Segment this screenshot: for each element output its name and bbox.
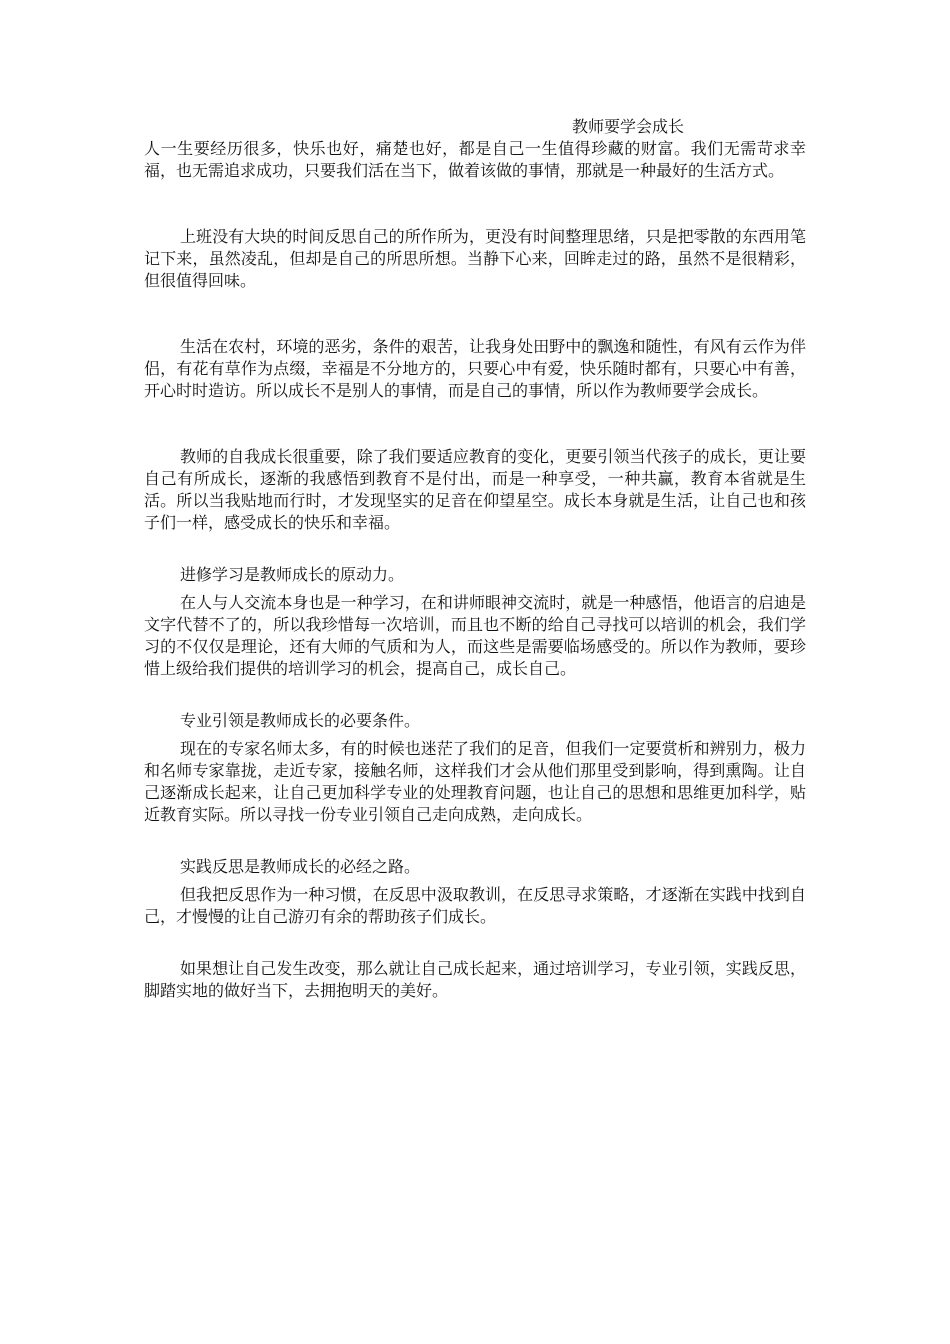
paragraph-expert-guidance: 现在的专家名师太多，有的时候也迷茫了我们的足音，但我们一定要赏析和辨别力，极力和名师专家靠拢，走近专家，接触名师，这样我们才会从他们那里受到影响，得到熏陶。让自己逐渐成长起来，让自己更加科学专业的处理教育问题，也让自己的思想和思维更加科学，贴近教育实际。所以寻找一份专业引领自己走向成熟，走向成长。 bbox=[144, 739, 806, 824]
paragraph-reflection: 但我把反思作为一种习惯，在反思中汲取教训，在反思寻求策略，才逐渐在实践中找到自己，才慢慢的让自己游刃有余的帮助孩子们成长。 bbox=[144, 885, 806, 926]
paragraph-2: 上班没有大块的时间反思自己的所作所为，更没有时间整理思绪，只是把零散的东西用笔记下来，虽然凌乱，但却是自己的所思所想。当静下心来，回眸走过的路，虽然不是很精彩，但很值得回味。 bbox=[144, 227, 806, 290]
document-page bbox=[144, 116, 806, 1002]
paragraph-training: 在人与人交流本身也是一种学习，在和讲师眼神交流时，就是一种感悟，他语言的启迪是文字代替不了的，所以我珍惜每一次培训，而且也不断的给自己寻找可以培训的机会，我们学习的不仅仅是理论，还有大师的气质和为人，而这些是需要临场感受的。所以作为教师，要珍惜上级给我们提供的培训学习的机会，提高自己，成长自己。 bbox=[144, 593, 806, 678]
paragraph-1: 人一生要经历很多，快乐也好，痛楚也好，都是自己一生值得珍藏的财富。我们无需苛求幸福，也无需追求成功，只要我们活在当下，做着该做的事情，那就是一种最好的生活方式。 bbox=[144, 139, 806, 180]
section-heading-reflection: 实践反思是教师成长的必经之路。 bbox=[180, 857, 421, 876]
paragraph-conclusion: 如果想让自己发生改变，那么就让自己成长起来，通过培训学习，专业引领，实践反思，脚踏实地的做好当下，去拥抱明天的美好。 bbox=[144, 959, 806, 1000]
paragraph-3: 生活在农村，环境的恶劣，条件的艰苦，让我身处田野中的飘逸和随性，有风有云作为伴侣，有花有草作为点缀，幸福是不分地方的，只要心中有爱，快乐随时都有，只要心中有善，开心时时造访。所以成长不是别人的事情，而是自己的事情，所以作为教师要学会成长。 bbox=[144, 337, 806, 400]
document-title: 教师要学会成长 bbox=[572, 117, 685, 136]
section-heading-expert-guidance: 专业引领是教师成长的必要条件。 bbox=[180, 711, 421, 730]
paragraph-4: 教师的自我成长很重要，除了我们要适应教育的变化，更要引领当代孩子的成长，更让要自己有所成长，逐渐的我感悟到教育不是付出，而是一种享受，一种共赢，教育本省就是生活。所以当我贴地而行时，才发现坚实的足音在仰望星空。成长本身就是生活，让自己也和孩子们一样，感受成长的快乐和幸福。 bbox=[144, 447, 806, 532]
section-heading-training: 进修学习是教师成长的原动力。 bbox=[180, 565, 405, 584]
